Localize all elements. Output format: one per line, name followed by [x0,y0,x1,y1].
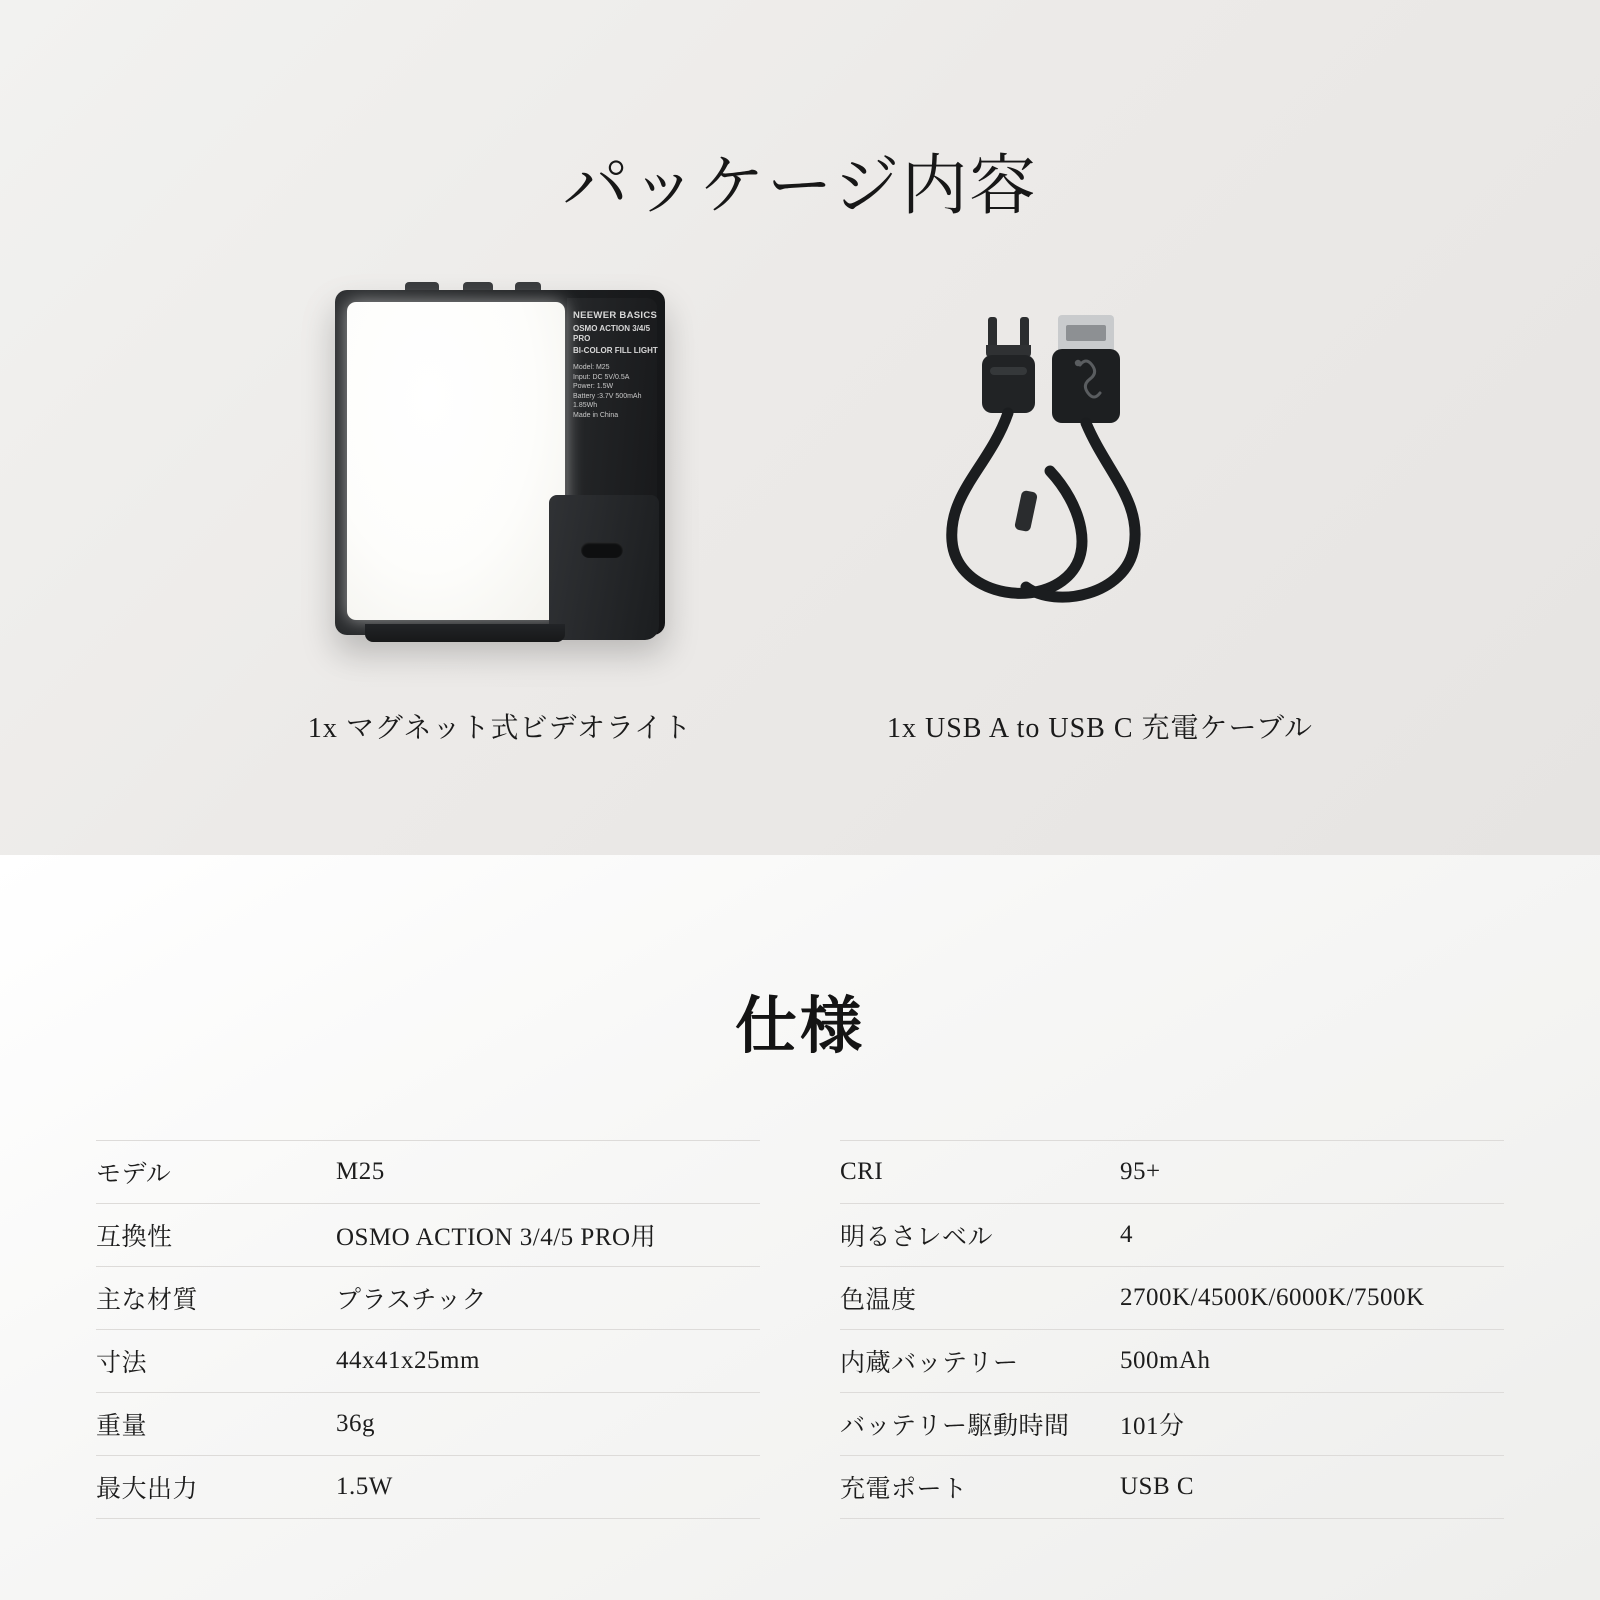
label-line1: OSMO ACTION 3/4/5 PRO [573,323,651,343]
usb-cable-icon [930,295,1270,625]
label-model: Model: M25 [573,363,610,371]
specifications-title: 仕様 [734,993,865,1062]
specs-table-right [840,1140,1504,1519]
video-light-figure [200,250,800,670]
label-battery: Battery :3.7V 500mAh 1.85Wh [573,393,642,409]
spec-value: プラスチック [336,1287,488,1314]
spec-value: 2700K/4500K/6000K/7500K [1120,1284,1425,1311]
spec-key: 充電ポート [840,1476,968,1503]
label-input: Input: DC 5V/0.5A [573,373,630,381]
table-row [96,1267,760,1330]
spec-value: 95+ [1120,1158,1161,1185]
label-origin: Made in China [573,411,619,419]
spec-value: OSMO ACTION 3/4/5 PRO用 [336,1224,657,1251]
spec-value: USB C [1120,1473,1195,1500]
usb-cable-drawing [930,295,1270,625]
light-bottom-edge [365,624,565,642]
spec-key: 重量 [96,1413,148,1440]
specifications-section [0,855,1600,1600]
usb-cable-figure [800,250,1400,670]
table-row [96,1456,760,1519]
spec-key: CRI [840,1158,884,1185]
usb-cable-caption: 1x USB A to USB C 充電ケーブル [886,713,1313,744]
spec-value: 44x41x25mm [336,1347,480,1374]
table-row [840,1140,1504,1204]
table-row [840,1330,1504,1393]
light-printed-label [573,310,659,421]
spec-value: 1.5W [336,1473,393,1500]
light-clamp-slot [581,542,623,558]
spec-key: 色温度 [840,1287,917,1314]
table-row [840,1456,1504,1519]
package-item-video-light [200,250,800,746]
spec-key: 互換性 [96,1224,173,1251]
table-row [840,1393,1504,1456]
video-light-caption: 1x マグネット式ビデオライト [307,713,693,744]
table-row [96,1393,760,1456]
label-power: Power: 1.5W [573,383,614,391]
spec-key: バッテリー駆動時間 [840,1413,1070,1440]
specs-table-left [96,1140,760,1519]
package-contents-title: パッケージ内容 [562,150,1038,224]
light-led-panel [347,302,565,620]
spec-value: 500mAh [1120,1347,1211,1374]
spec-key: モデル [96,1161,172,1188]
spec-key: 最大出力 [96,1476,199,1503]
label-line2: BI-COLOR FILL LIGHT [573,345,658,355]
label-brand: NEEWER BASICS [573,310,658,321]
table-row [96,1140,760,1204]
spec-key: 内蔵バッテリー [840,1350,1019,1377]
spec-key: 明るさレベル [840,1224,994,1251]
spec-value: 4 [1120,1221,1133,1248]
light-magnet-clamp [549,495,659,640]
table-row [840,1204,1504,1267]
table-row [840,1267,1504,1330]
video-light-icon [335,280,665,640]
specifications-tables [96,1140,1504,1519]
package-items-row [0,250,1600,746]
spec-value: 101分 [1120,1413,1185,1440]
label-spec-block [573,364,659,421]
table-row [96,1330,760,1393]
table-row [96,1204,760,1267]
spec-key: 寸法 [96,1350,148,1377]
spec-key: 主な材質 [96,1287,199,1314]
spec-value: M25 [336,1158,385,1185]
spec-value: 36g [336,1410,375,1437]
package-item-usb-cable [800,250,1400,746]
